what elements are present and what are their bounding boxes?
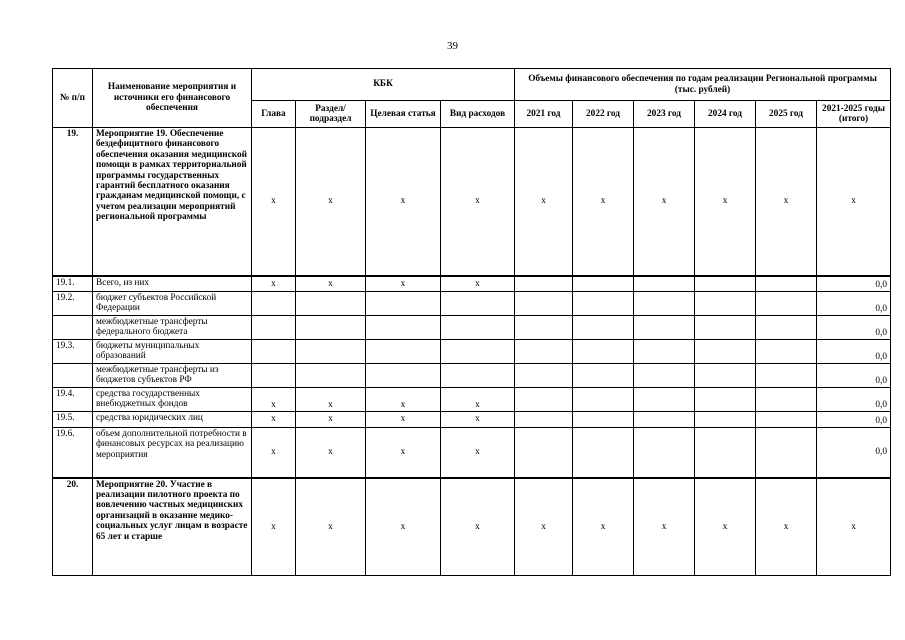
header-total: 2021-2025 годы (итого) (817, 101, 891, 128)
table-row (53, 128, 891, 276)
x-mark: х (296, 412, 366, 428)
x-mark: х (695, 478, 756, 576)
total-value: 0,0 (817, 316, 891, 340)
x-mark: х (296, 478, 366, 576)
x-mark: х (441, 388, 515, 412)
x-mark: х (573, 128, 634, 276)
x-mark: х (441, 478, 515, 576)
row-name: средства государственных внебюджетных фондов (93, 388, 252, 412)
row-number (53, 316, 93, 340)
header-2021: 2021 год (515, 101, 573, 128)
row-number: 19.2. (53, 292, 93, 316)
row-name: бюджеты муниципальных образований (93, 340, 252, 364)
x-mark: х (366, 128, 441, 276)
header-volumes: Объемы финансового обеспечения по годам реализации Региональной программы (тыс. рублей) (515, 69, 891, 101)
row-name: межбюджетные трансферты из бюджетов субъектов РФ (93, 364, 252, 388)
header-2025: 2025 год (756, 101, 817, 128)
row-number: 19. (53, 128, 93, 276)
row-number: 19.4. (53, 388, 93, 412)
x-mark: х (756, 128, 817, 276)
table-row (53, 316, 891, 340)
row-number: 19.1. (53, 276, 93, 292)
row-name: межбюджетные трансферты федерального бюджета (93, 316, 252, 340)
x-mark: х (573, 478, 634, 576)
page-number: 39 (447, 40, 458, 52)
row-number: 19.5. (53, 412, 93, 428)
funding-table (52, 68, 891, 576)
header-2024: 2024 год (695, 101, 756, 128)
x-mark: х (515, 478, 573, 576)
table-row (53, 478, 891, 576)
header-kbk: КБК (252, 69, 515, 101)
x-mark: х (366, 412, 441, 428)
header-name: Наименование мероприятия и источники его финансового обеспечения (93, 69, 252, 128)
header-vid: Вид расходов (441, 101, 515, 128)
row-number: 20. (53, 478, 93, 576)
total-value: 0,0 (817, 340, 891, 364)
header-celevaya: Целевая статья (366, 101, 441, 128)
table-row (53, 364, 891, 388)
x-mark: х (817, 478, 891, 576)
total-value: 0,0 (817, 292, 891, 316)
table-row (53, 292, 891, 316)
x-mark: х (252, 276, 296, 292)
x-mark: х (252, 388, 296, 412)
x-mark: х (441, 412, 515, 428)
x-mark: х (441, 428, 515, 478)
total-value: 0,0 (817, 364, 891, 388)
table-row (53, 276, 891, 292)
x-mark: х (817, 128, 891, 276)
x-mark: х (634, 128, 695, 276)
x-mark: х (252, 128, 296, 276)
header-glava: Глава (252, 101, 296, 128)
x-mark: х (252, 412, 296, 428)
x-mark: х (296, 428, 366, 478)
x-mark: х (296, 276, 366, 292)
row-name: бюджет субъектов Российской Федерации (93, 292, 252, 316)
table-row (53, 388, 891, 412)
x-mark: х (366, 428, 441, 478)
row-number (53, 364, 93, 388)
x-mark: х (296, 388, 366, 412)
header-2022: 2022 год (573, 101, 634, 128)
total-value: 0,0 (817, 388, 891, 412)
table-row (53, 340, 891, 364)
table-row (53, 428, 891, 478)
total-value: 0,0 (817, 412, 891, 428)
x-mark: х (515, 128, 573, 276)
total-value: 0,0 (817, 428, 891, 478)
x-mark: х (634, 478, 695, 576)
total-value: 0,0 (817, 276, 891, 292)
row-name: средства юридических лиц (93, 412, 252, 428)
row-number: 19.6. (53, 428, 93, 478)
x-mark: х (441, 128, 515, 276)
x-mark: х (366, 276, 441, 292)
x-mark: х (756, 478, 817, 576)
table-row (53, 412, 891, 428)
row-name: Всего, из них (93, 276, 252, 292)
x-mark: х (252, 428, 296, 478)
x-mark: х (366, 478, 441, 576)
header-no: № п/п (53, 69, 93, 128)
x-mark: х (441, 276, 515, 292)
header-2023: 2023 год (634, 101, 695, 128)
row-name: Мероприятие 19. Обеспечение бездефицитного финансового обеспечения оказания медицинской помощи в рамках территориальной программы государственных гарантий бесплатного оказания гражданам медицинской помощи, с учетом реализации мероприятий региональной программы (93, 128, 252, 276)
row-number: 19.3. (53, 340, 93, 364)
row-name: Мероприятие 20. Участие в реализации пилотного проекта по вовлечению частных медицинских организаций в оказание медико-социальных услуг лицам в возрасте 65 лет и старше (93, 478, 252, 576)
x-mark: х (296, 128, 366, 276)
x-mark: х (252, 478, 296, 576)
x-mark: х (366, 388, 441, 412)
header-razdel: Раздел/ подраздел (296, 101, 366, 128)
x-mark: х (695, 128, 756, 276)
row-name: объем дополнительной потребности в финансовых ресурсах на реализацию мероприятия (93, 428, 252, 478)
